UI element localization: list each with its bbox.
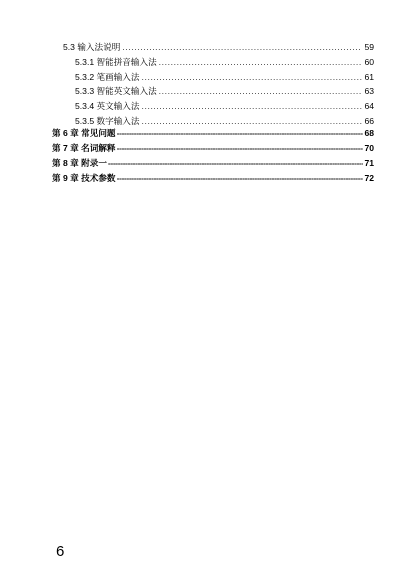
toc-entry-title: 5.3.5 数字输入法 xyxy=(75,116,140,126)
dot-leader xyxy=(141,72,362,83)
toc-entry-title: 第 6 章 常见问题 xyxy=(52,128,116,138)
toc-entry-page: 59 xyxy=(364,42,374,52)
toc-entry-page: 70 xyxy=(364,143,374,153)
dot-leader xyxy=(122,42,362,53)
toc-entry-5-3-5[interactable] xyxy=(75,116,374,127)
dot-leader xyxy=(141,116,362,127)
toc-entry-title: 第 7 章 名词解释 xyxy=(52,143,116,153)
toc-entry-page: 68 xyxy=(364,128,374,138)
toc-entry-title: 5.3 输入法说明 xyxy=(63,42,121,52)
toc-entry-page: 61 xyxy=(364,72,374,82)
dot-leader xyxy=(141,101,362,112)
toc-entry-title: 第 8 章 附录一 xyxy=(52,158,107,168)
dash-leader xyxy=(117,173,364,184)
toc-entry-5-3[interactable] xyxy=(63,42,374,53)
toc-entry-chapter-9[interactable] xyxy=(52,173,374,184)
toc-entry-page: 60 xyxy=(364,57,374,67)
toc-entry-title: 5.3.2 笔画输入法 xyxy=(75,72,140,82)
dot-leader xyxy=(159,57,363,68)
toc-entry-title: 5.3.1 智能拼音输入法 xyxy=(75,57,157,67)
page-number: 6 xyxy=(56,543,65,560)
toc-entry-5-3-2[interactable] xyxy=(75,72,374,83)
toc-entry-5-3-3[interactable] xyxy=(75,86,374,97)
toc-entry-page: 71 xyxy=(364,158,374,168)
dash-leader xyxy=(117,128,364,139)
dash-leader xyxy=(117,143,364,154)
toc-entry-chapter-6[interactable] xyxy=(52,128,374,139)
toc-entry-page: 66 xyxy=(364,116,374,126)
toc-entry-5-3-1[interactable] xyxy=(75,57,374,68)
toc-entry-title: 第 9 章 技术参数 xyxy=(52,173,116,183)
toc-entry-title: 5.3.3 智能英文输入法 xyxy=(75,86,157,96)
toc-entry-page: 72 xyxy=(364,173,374,183)
toc-entry-5-3-4[interactable] xyxy=(75,101,374,112)
dash-leader xyxy=(108,158,364,169)
toc-entry-page: 63 xyxy=(364,86,374,96)
toc-entry-page: 64 xyxy=(364,101,374,111)
toc-entry-chapter-8[interactable] xyxy=(52,158,374,169)
toc-entry-chapter-7[interactable] xyxy=(52,143,374,154)
dot-leader xyxy=(159,86,363,97)
toc-entry-title: 5.3.4 英文输入法 xyxy=(75,101,140,111)
